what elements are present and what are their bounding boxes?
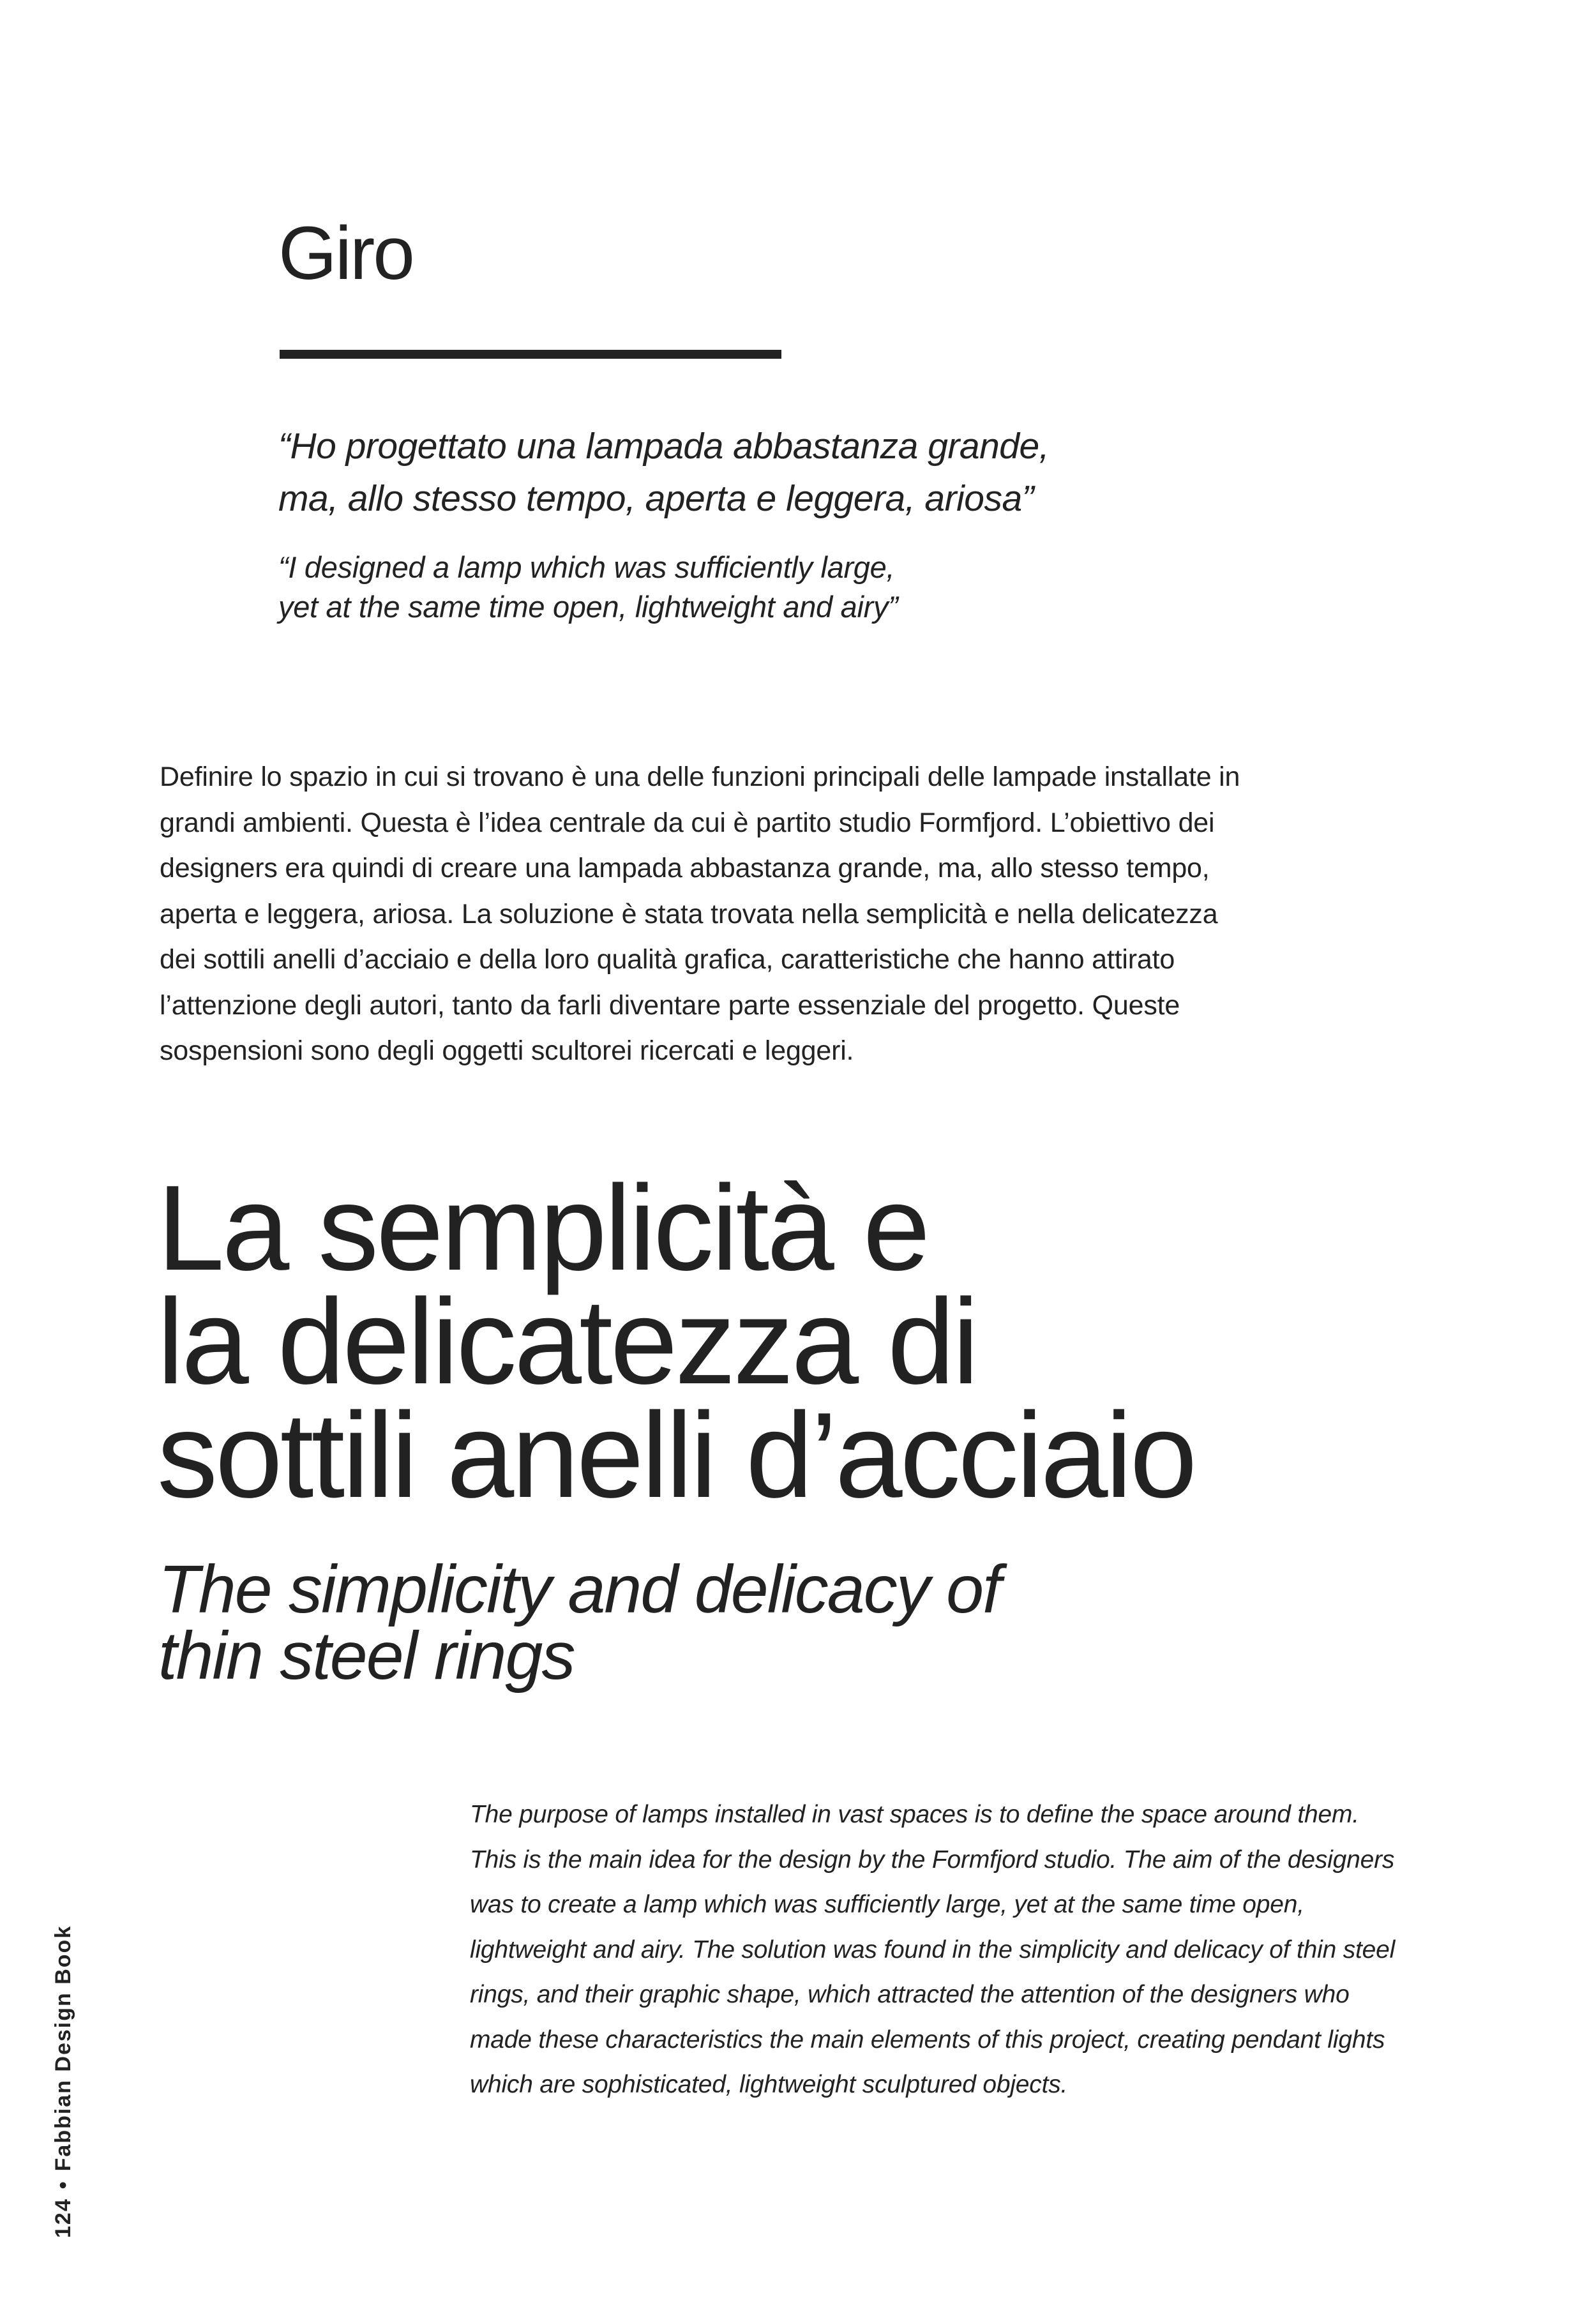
body-english-line: lightweight and airy. The solution was found in the simplicity and delicacy of thin steel: [470, 1935, 1396, 1964]
quote-italian-line: ma, allo stesso tempo, aperta e leggera, ariosa”: [278, 478, 1034, 519]
body-english-line: which are sophisticated, lightweight sculptured objects.: [470, 2071, 1068, 2098]
body-english-line: The purpose of lamps installed in vast spaces is to define the space around them.: [470, 1801, 1359, 1828]
body-italian-line: l’attenzione degli autori, tanto da farli diventare parte essenziale del progetto. Queste: [160, 989, 1180, 1021]
body-italian-line: designers era quindi di creare una lampada abbastanza grande, ma, allo stesso tempo,: [160, 853, 1210, 883]
book-title: Fabbian Design Book: [51, 1925, 75, 2172]
headline-english-line: thin steel rings: [158, 1618, 575, 1694]
headline-italian: [157, 1161, 1498, 1523]
title-underline-rule: [280, 350, 781, 359]
folio-separator: •: [51, 2180, 75, 2190]
body-english-line: This is the main idea for the design by the Formfjord studio. The aim of the designers: [470, 1845, 1395, 1874]
body-english-line: made these characteristics the main elements of this project, creating pendant lights: [470, 2025, 1385, 2054]
headline-italian-line: La semplicità e: [157, 1161, 928, 1296]
headline-english: [158, 1552, 1435, 1694]
headline-english-line: The simplicity and delicacy of: [158, 1552, 1000, 1627]
product-title: Giro: [278, 211, 413, 296]
body-italian-line: grandi ambienti. Questa è l’idea centrale da cui è partito studio Formfjord. L’obiettivo dei: [160, 807, 1215, 838]
body-text-english: [470, 1792, 1491, 2108]
body-english-line: was to create a lamp which was sufficiently large, yet at the same time open,: [470, 1891, 1304, 1918]
quote-english: [278, 548, 1236, 627]
body-italian-line: Definire lo spazio in cui si trovano è una delle funzioni principali delle lampade installate in: [160, 762, 1240, 792]
page-folio: [52, 1925, 74, 2238]
body-italian-line: sospensioni sono degli oggetti scultorei ricercati e leggeri.: [160, 1035, 854, 1066]
quote-english-line: “I designed a lamp which was sufficiently large,: [278, 550, 895, 584]
quote-italian: [278, 420, 1236, 525]
body-italian-line: aperta e leggera, ariosa. La soluzione è stata trovata nella semplicità e nella delicatezza: [160, 898, 1218, 929]
quote-english-line: yet at the same time open, lightweight and airy”: [278, 590, 898, 624]
page-number: 124: [51, 2198, 75, 2238]
body-text-italian: [160, 755, 1373, 1074]
headline-italian-line: la delicatezza di: [157, 1274, 977, 1409]
headline-italian-line: sottili anelli d’acciaio: [157, 1388, 1195, 1523]
body-italian-line: dei sottili anelli d’acciaio e della loro qualità grafica, caratteristiche che hanno attirato: [160, 944, 1175, 975]
quote-italian-line: “Ho progettato una lampada abbastanza grande,: [278, 426, 1050, 467]
body-english-line: rings, and their graphic shape, which attracted the attention of the designers who: [470, 1981, 1350, 2008]
